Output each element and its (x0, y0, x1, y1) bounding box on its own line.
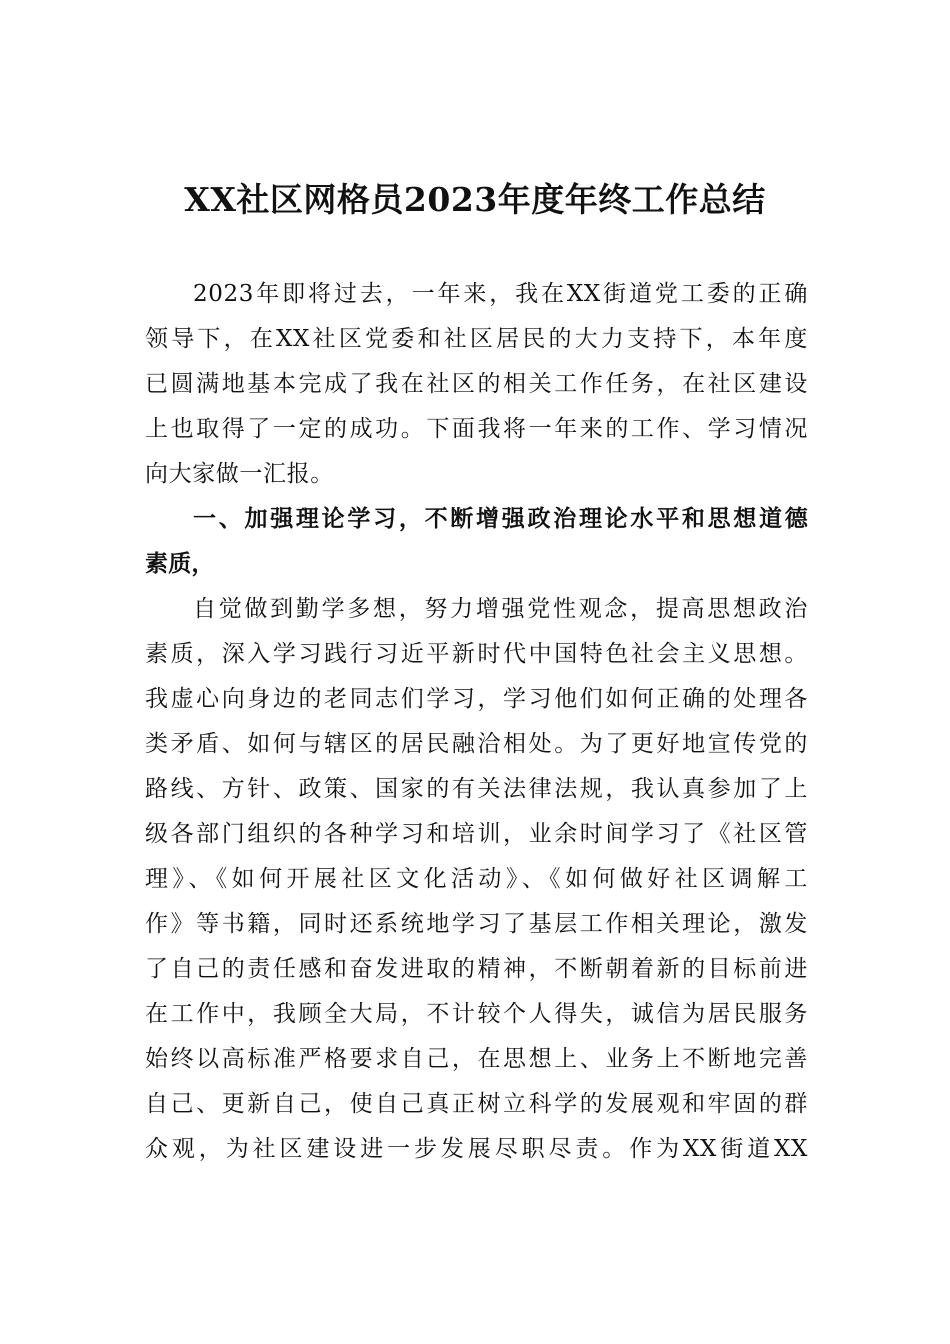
paragraph-line: 领导下，在XX社区党委和社区居民的大力支持下，本年度 (145, 326, 808, 352)
paragraph-line: 向大家做一汇报。 (145, 461, 334, 487)
heading-line: 一、加强理论学习，不断增强政治理论水平和思想道德 (193, 506, 808, 532)
paragraph-line: 始终以高标准严格要求自己，在思想上、业务上不断地完善 (145, 1046, 808, 1072)
paragraph-line: 了自己的责任感和奋发进取的精神，不断朝着新的目标前进 (145, 956, 808, 982)
paragraph-line: 自己、更新自己，使自己真正树立科学的发展观和牢固的群 (145, 1091, 808, 1117)
paragraph-line: 上也取得了一定的成功。下面我将一年来的工作、学习情况 (145, 416, 808, 442)
paragraph-line: 我虚心向身边的老同志们学习，学习他们如何正确的处理各 (145, 686, 808, 712)
paragraph-line: 2023年即将过去，一年来，我在XX街道党工委的正确 (193, 281, 808, 307)
paragraph-line: 众观，为社区建设进一步发展尽职尽责。作为XX街道XX (145, 1136, 808, 1162)
paragraph-line: 素质，深入学习践行习近平新时代中国特色社会主义思想。 (145, 641, 808, 667)
paragraph-line: 已圆满地基本完成了我在社区的相关工作任务，在社区建设 (145, 371, 808, 397)
document-title: XX社区网格员2023年度年终工作总结 (184, 180, 766, 219)
document-body (145, 272, 808, 1172)
intro-paragraph (145, 272, 808, 497)
paragraph-line: 级各部门组织的各种学习和培训，业余时间学习了《社区管 (145, 821, 808, 847)
paragraph-line: 在工作中，我顾全大局，不计较个人得失，诚信为居民服务 (145, 1001, 808, 1027)
paragraph-line: 理》、《如何开展社区文化活动》、《如何做好社区调解工 (145, 866, 808, 892)
paragraph-line: 路线、方针、政策、国家的有关法律法规，我认真参加了上 (145, 776, 808, 802)
section-heading-1 (145, 497, 808, 587)
heading-line: 素质， (145, 551, 215, 577)
paragraph-line: 自觉做到勤学多想，努力增强党性观念，提高思想政治 (193, 596, 808, 622)
section-1-paragraph (145, 587, 808, 1172)
paragraph-line: 作》等书籍，同时还系统地学习了基层工作相关理论，激发 (145, 911, 808, 937)
paragraph-line: 类矛盾、如何与辖区的居民融洽相处。为了更好地宣传党的 (145, 731, 808, 757)
